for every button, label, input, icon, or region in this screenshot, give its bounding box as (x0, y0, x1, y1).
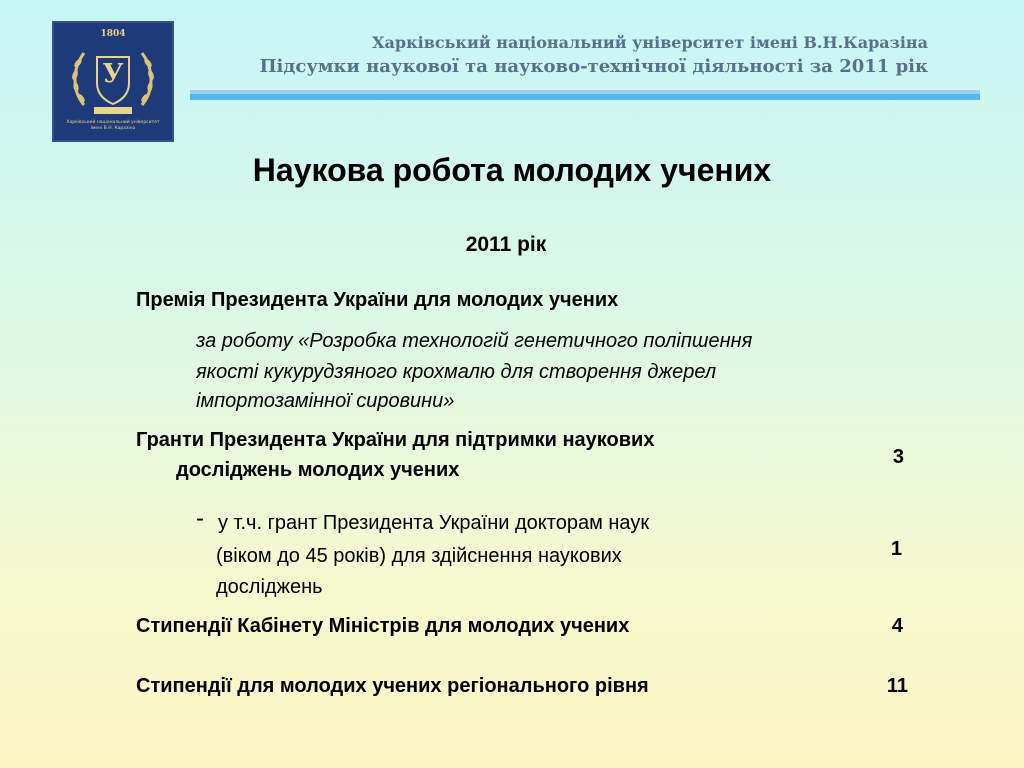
logo-caption: Харківський національний університет імені В.Н. Каразіна (66, 120, 160, 131)
header-divider (190, 87, 980, 100)
doctor-grant-line: досліджень (216, 576, 323, 598)
award-heading: Премія Президента України для молодих учених (136, 289, 619, 311)
report-subtitle: Підсумки наукової та науково-технічної діяльності за 2011 рік (259, 56, 928, 77)
logo-year: 1804 (100, 29, 126, 39)
award-description-line: імпортозамінної сировини» (196, 390, 455, 412)
regional-stipends-label: Стипендії для молодих учених регіонального рівня (136, 675, 649, 697)
list-dash: - (196, 505, 204, 532)
regional-stipends-count: 11 (886, 675, 908, 697)
award-description-line: якості кукурудзяного крохмалю для створення джерел (196, 361, 717, 383)
year-heading: 2011 рік (465, 233, 547, 256)
doctor-grant-line: у т.ч. грант Президента України докторам наук (218, 512, 650, 534)
page-title: Наукова робота молодих учених (252, 152, 772, 188)
cabinet-stipends-count: 4 (891, 615, 903, 637)
doctor-grant-count: 1 (890, 538, 902, 560)
grants-label-line: досліджень молодих учених (176, 459, 460, 481)
university-logo (52, 21, 174, 142)
grants-label-line: Гранти Президента України для підтримки наукових (136, 429, 655, 451)
cabinet-stipends-label: Стипендії Кабінету Міністрів для молодих учених (136, 615, 630, 637)
grants-count: 3 (892, 446, 904, 468)
doctor-grant-line: (віком до 45 років) для здійснення наукових (216, 545, 622, 567)
university-name: Харківський національний університет імені В.Н.Каразіна (372, 33, 928, 52)
award-description-line: за роботу «Розробка технологій генетичного поліпшення (196, 330, 753, 352)
logo-letter: У (102, 59, 124, 89)
